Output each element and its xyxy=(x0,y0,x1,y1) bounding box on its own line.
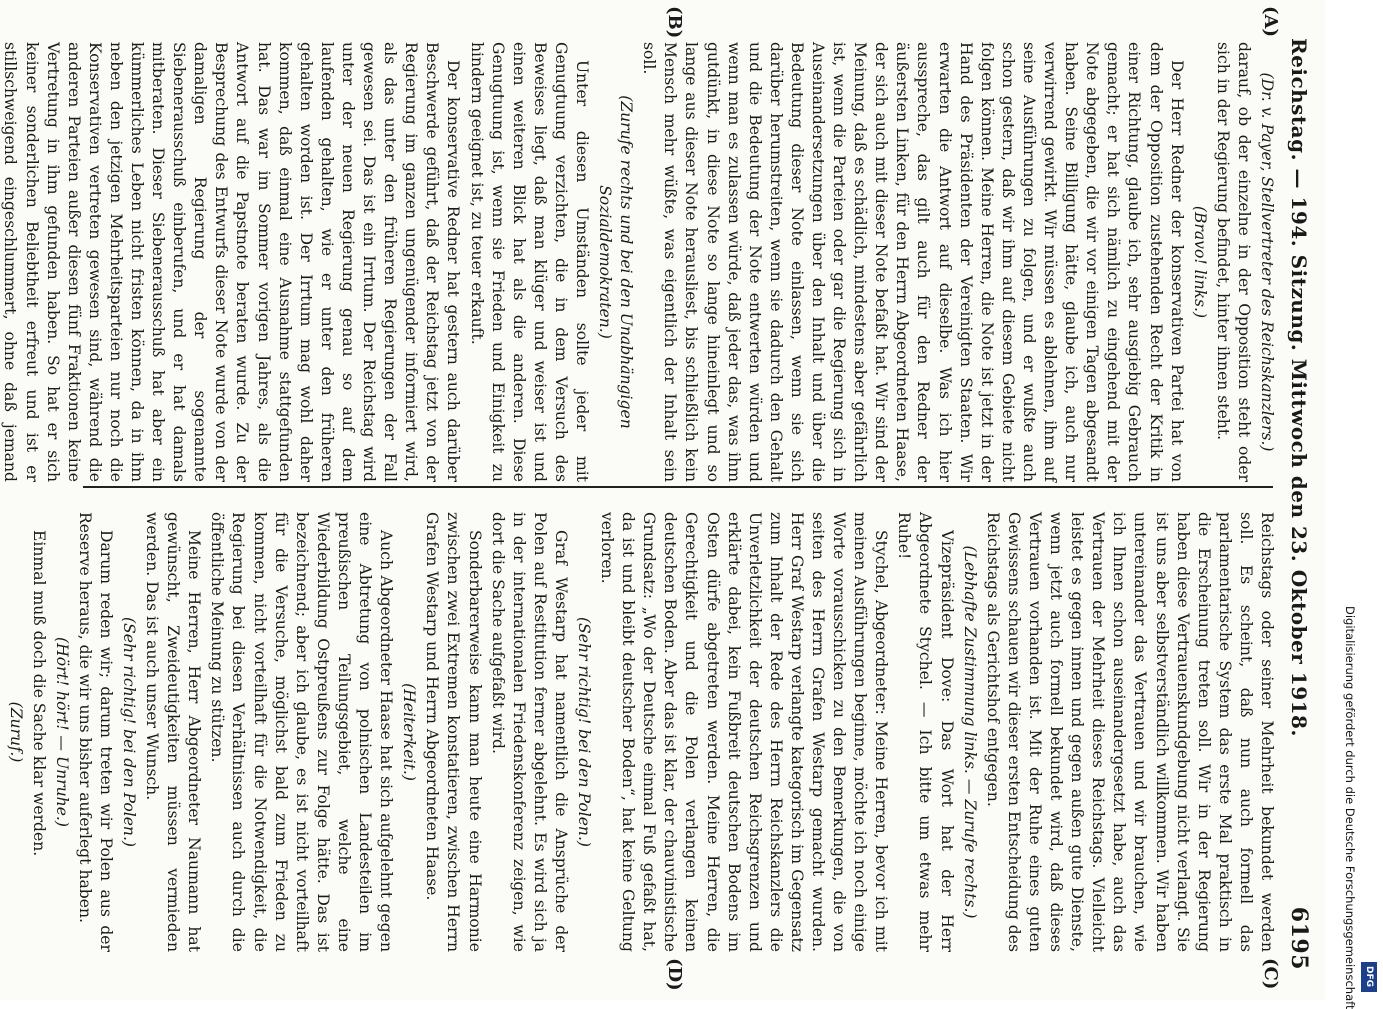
paragraph: Vizepräsident Dove: Das Wort hat der Herr Abgeordnete Stychel. — Ich bitte um etwas mehr Ruhe! xyxy=(895,512,956,952)
margin-marker-d: (D) xyxy=(664,958,685,991)
paragraph: Darum reden wir; darum treten wir Polen aus der Reserve heraus, die wir uns bisher auferlegt haben. xyxy=(75,512,115,952)
dfg-logo: DFG xyxy=(1361,962,1377,992)
digitization-credit: Digitalisierung gefördert durch die Deutsche Forschungsgemeinschaft xyxy=(1343,606,1357,1009)
page-number: 6195 xyxy=(1286,906,1312,970)
margin-marker-b: (B) xyxy=(664,6,685,39)
paragraph: Einmal muß doch die Sache klar werden. xyxy=(29,530,48,857)
paragraph: Reichstags oder seiner Mehrheit bekundet werden soll. Es scheint, daß nun auch formell das parlamentarische System das erste Mal praktisch in die Erscheinung treten soll. Wir in der Regierung haben diese Vertrauenskundgebung nicht verlangt. Sie ist uns aber selbstverständlich willkommen. Wir haben untereinander das Vertrauen und wir brauchen, wie ich Ihnen schon auseinandergesetzt habe, auch das Vertrauen der Mehrheit dieses Reichstags. Vielleicht leistet es gegen innen und gegen außen gute Dienste, wenn jetzt auch formell bekundet wird, daß dieses Vertrauen vorhanden ist. Mit der Ruhe eines guten Gewissens schauen wir dieser ersten Entscheidung des Reichstags als Gerichtshof entgegen. xyxy=(983,512,1276,952)
interjection: (Bravo! links.) xyxy=(1190,205,1209,319)
page-header xyxy=(1281,38,1317,970)
interjection: (Heiterkeit.) xyxy=(400,683,419,781)
interjection: (Sehr richtig! bei den Polen.) xyxy=(120,616,139,848)
column-divider xyxy=(83,486,1273,488)
right-column xyxy=(0,512,1277,952)
paragraph: Sonderbarerweise kann man heute eine Harmonie zwischen zwei Extremen konstatieren, zwischen Herrn Grafen Westarp und Herrn Abgeordneten Haase. xyxy=(423,512,484,952)
interjection: (Lebhafte Zustimmung links. — Zurufe rechts.) xyxy=(960,545,979,919)
margin-marker-a: (A) xyxy=(1260,6,1281,37)
interjection: (Zurufe rechts und bei den Unabhängigen Sozialdemokraten.) xyxy=(596,95,636,429)
paragraph xyxy=(0,512,2,952)
interjection: (Hört! hört! — Unruhe.) xyxy=(52,637,71,827)
paragraph: darauf, ob der einzelne in der Opposition steht oder sich in der Regierung befindet, hinter ihnen steht. xyxy=(1213,42,1253,482)
speaker-line: (Dr. v. Payer, Stellvertreter des Reichskanzlers.) xyxy=(1258,72,1276,452)
interjection: (Sehr richtig! bei den Polen.) xyxy=(575,616,593,848)
paragraph: Auch Abgeordneter Haase hat sich aufgelehnt gegen eine Abtretung von polnischen Landesteilen im preußischen Teilungsgebiet, welche eine Wiederbildung Ostpreußens zur Folge hätte. Das ist bezeichnend; aber ich glaube, es ist nicht vorteilhaft für die Versuche, möglichst bald zum Frieden zu kommen, nicht vorteilhaft für die Notwendigkeit, die Regierung bei diesen Verhältnissen auch durch die öffentliche Meinung zu stützen. xyxy=(208,512,396,952)
paragraph: Unter diesen Umständen sollte jeder mit Genugtuung verzichten, die in dem Versuch des Beweises liegt, daß man klüger und weiser ist und einen weiteren Blick hat als die anderen. Diese Genugtuung ist, wenn sie Frieden und Einigkeit zu hindern geeignet ist, zu teuer erkauft. xyxy=(467,42,591,482)
paragraph: Graf Westarp hat namentlich die Ansprüche der Polen auf Restitution ferner abgelehnt. Es wird sich ja in der internationalen Friedenskonferenz zeigen, wie dort die Sache aufgefaßt wird. xyxy=(488,512,570,952)
left-column xyxy=(0,42,1277,482)
paragraph: Der konservative Redner hat gestern auch darüber Beschwerde geführt, daß der Reichstag jetzt von der Regierung im ganzen ungenügender informiert wird, als das unter den früheren Regierungen der Fall gewesen sei. Das ist ein Irrtum. Der Reichstag wird unter der neuen Regierung genau so auf dem laufenden gehalten, wie er unter den früheren gehalten worden ist. Der Irrtum mag wohl daher kommen, daß einmal eine Ausnahme stattgefunden hat. Das war im Sommer vorigen Jahres, als die Antwort auf die Papstnote beraten wurde. Zu der Besprechung des Entwurfs dieser Note wurde von der damaligen Regierung der sogenannte Siebenerausschuß einberufen, und er hat damals mitberaten. Dieser Siebenerausschuß hat aber ein kümmerliches Leben nicht fristen können, da in ihm neben den jetzigen Mehrheitsparteien nur noch die Konservativen vertreten gewesen sind, während die anderen Parteien außer diesen fünf Fraktionen keine Vertretung in ihm gefunden haben. So hat er sich keiner sonderlichen Beliebtheit erfreut und ist er stillschweigend eingeschlummert, ohne daß jemand xyxy=(1,42,463,482)
paragraph: Der Herr Redner der konservativen Partei hat von dem der Opposition zustehenden Recht der Kritik in einer Richtung, glaube ich, sehr ausgiebig Gebrauch gemacht; er hat sich nämlich zu eingehend mit der Note abgegeben, die wir vor einigen Tagen abgesandt haben. Seine Billigung hätte, glaube ich, auch nur verwirrend gewirkt. Wir müssen es ablehnen, ihm auf seine Ausführungen zu folgen, und er wußte auch schon gestern, daß wir ihm auf diesem Gebiete nicht folgen können. Meine Herren, die Note ist jetzt in der Hand des Präsidenten der Vereinigten Staaten. Wir erwarten die Antwort auf dieselbe. Was ich hier ausspreche, das gilt auch für den Redner der äußersten Linken, für den Herrn Abgeordneten Haase, der sich auch mit dieser Note befaßt hat. Wir sind der Meinung, daß es schädlich, mindestens aber gefährlich ist, wenn die Parteien oder gar die Regierung sich in Auseinandersetzungen über den Inhalt und über die Bedeutung dieser Note einlassen, wenn sie sich darüber herumstreiten, wenn sie dadurch den Gehalt und die Bedeutung der Note entwerten würden und wenn man es zulassen würde, daß jeder das, was ihm gutdünkt, in diese Note so lange hineinlegt und so lange aus dieser Note herausliest, bis schließlich kein Mensch mehr wüßte, was eigentlich der Inhalt sein soll. xyxy=(640,42,1186,482)
paragraph: Stychel, Abgeordneter: Meine Herren, bevor ich mit meinen Ausführungen beginne, möchte ich noch einige Worte vorausschicken zu den Bemerkungen, die von seiten des Herrn Grafen Westarp gemacht wurden. Herr Graf Westarp verlangte kategorisch im Gegensatz zum Inhalt der Rede des Herrn Reichskanzlers die Unverletzlichkeit der deutschen Reichsgrenzen und erklärte dabei, kein Fußbreit deutschen Bodens im Osten dürfe abgetreten werden. Meine Herren, die Gerechtigkeit und die Polen verlangen keinen deutschen Boden. Aber das ist klar, der chauvinistische Grundsatz: „Wo der Deutsche einmal Fuß gefaßt hat, da ist und bleibt deutscher Boden“, hat keine Geltung verloren. xyxy=(598,512,891,952)
paragraph: Meine Herren, Herr Abgeordneter Naumann hat gewünscht, Zweideutigkeiten müssen vermieden werden. Das ist auch unser Wunsch. xyxy=(143,512,204,952)
interjection: (Zuruf.) xyxy=(6,701,25,763)
page-title: Reichstag. — 194. Sitzung. Mittwoch den 23. Oktober 1918. xyxy=(1287,38,1311,737)
margin-marker-c: (C) xyxy=(1260,958,1281,990)
